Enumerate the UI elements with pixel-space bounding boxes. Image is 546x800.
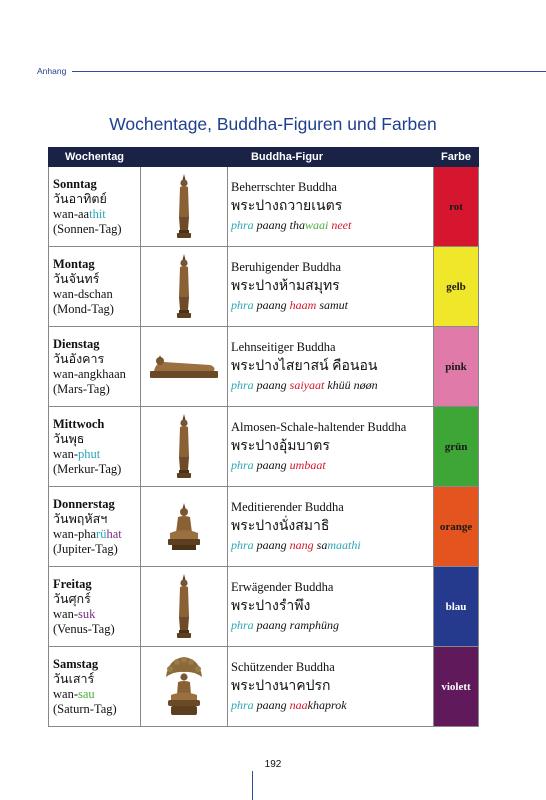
text-segment: paang xyxy=(253,458,290,472)
table-row xyxy=(49,247,479,327)
column-header-color: Farbe xyxy=(434,148,479,167)
table-row xyxy=(49,487,479,567)
figure-image-cell xyxy=(141,167,228,247)
text-segment: phra xyxy=(231,218,254,232)
table-row xyxy=(49,407,479,487)
weekday-cell xyxy=(49,647,141,727)
figure-thai: พระปางห้ามสมุทร xyxy=(231,279,340,294)
text-segment: khaprok xyxy=(307,698,347,712)
weekday-thai: วันอังคาร xyxy=(53,351,105,366)
seated-buddha-icon xyxy=(164,517,204,534)
weekday-cell xyxy=(49,407,141,487)
table-row xyxy=(49,567,479,647)
weekday-cell xyxy=(49,567,141,647)
color-label: gelb xyxy=(446,280,466,293)
text-segment: paang ramphüng xyxy=(253,618,340,632)
weekday-cell xyxy=(49,167,141,247)
weekday-german: Samstag xyxy=(53,656,99,671)
figure-german: Beherrschter Buddha xyxy=(231,180,337,194)
text-segment: paang xyxy=(253,298,290,312)
weekday-meaning: (Sonnen-Tag) xyxy=(53,221,122,236)
color-cell xyxy=(434,327,479,407)
text-segment: phra xyxy=(231,458,254,472)
figure-transliteration xyxy=(231,696,433,715)
text-segment: samut xyxy=(316,298,349,312)
figure-image-cell xyxy=(141,247,228,327)
page-title: Wochentage, Buddha-Figuren und Farben xyxy=(109,114,437,134)
text-segment: hat xyxy=(106,526,122,541)
figure-transliteration xyxy=(231,536,433,555)
standing-buddha-icon xyxy=(172,197,196,214)
weekday-cell xyxy=(49,487,141,567)
color-label: blau xyxy=(445,600,467,613)
text-segment: phra xyxy=(231,378,254,392)
weekday-transliteration xyxy=(53,447,140,462)
table-row xyxy=(49,647,479,727)
figure-transliteration xyxy=(231,616,433,635)
figure-text-cell xyxy=(228,487,434,567)
weekday-transliteration xyxy=(53,207,140,222)
text-segment: saiyaat xyxy=(289,378,325,392)
weekday-thai: วันเสาร์ xyxy=(53,671,95,686)
header-rule xyxy=(72,71,546,72)
text-segment: paang xyxy=(253,538,290,552)
text-segment: waai xyxy=(305,218,329,232)
text-segment: rü xyxy=(96,526,107,541)
figure-image-cell xyxy=(141,327,228,407)
figure-text-cell xyxy=(228,167,434,247)
weekday-german: Dienstag xyxy=(53,336,100,351)
standing-buddha-icon xyxy=(172,277,196,294)
weekday-meaning: (Venus-Tag) xyxy=(53,621,115,636)
text-segment: wan- xyxy=(53,606,78,621)
weekday-german: Freitag xyxy=(53,576,92,591)
weekday-meaning: (Mond-Tag) xyxy=(53,301,114,316)
page-number-rule xyxy=(252,771,253,800)
figure-thai: พระปางรำพึง xyxy=(231,599,311,614)
figure-thai: พระปางถวายเนตร xyxy=(231,199,343,214)
weekday-thai: วันศุกร์ xyxy=(53,591,91,606)
text-segment: paang xyxy=(253,378,290,392)
color-cell xyxy=(434,647,479,727)
reclining-buddha-icon xyxy=(148,357,220,374)
column-header-figure: Buddha-Figur xyxy=(141,148,434,167)
text-segment: phra xyxy=(231,618,254,632)
text-segment: wan-dschan xyxy=(53,286,113,301)
figure-image-cell xyxy=(141,487,228,567)
weekday-meaning: (Saturn-Tag) xyxy=(53,701,117,716)
text-segment: maathi xyxy=(327,538,361,552)
text-segment: wan-pha xyxy=(53,526,97,541)
color-label: orange xyxy=(439,520,473,533)
figure-text-cell xyxy=(228,247,434,327)
text-segment: thit xyxy=(89,206,106,221)
column-header-weekday: Wochentag xyxy=(49,148,141,167)
text-segment: paang tha xyxy=(253,218,306,232)
weekday-cell xyxy=(49,327,141,407)
color-cell xyxy=(434,567,479,647)
color-label: pink xyxy=(445,360,467,373)
figure-transliteration xyxy=(231,296,433,315)
figure-transliteration xyxy=(231,456,433,475)
text-segment: wan- xyxy=(53,446,78,461)
color-cell xyxy=(434,247,479,327)
figure-german: Lehnseitiger Buddha xyxy=(231,340,336,354)
weekday-transliteration xyxy=(53,687,140,702)
figure-thai: พระปางไสยาสน์ คือนอน xyxy=(231,359,378,374)
color-cell xyxy=(434,407,479,487)
weekday-transliteration xyxy=(53,367,140,382)
figure-german: Erwägender Buddha xyxy=(231,580,334,594)
text-segment: sa xyxy=(313,538,328,552)
figure-image-cell xyxy=(141,407,228,487)
figure-german: Beruhigender Buddha xyxy=(231,260,342,274)
text-segment: naa xyxy=(289,698,308,712)
figure-thai: พระปางนั่งสมาธิ xyxy=(231,519,330,534)
figure-german: Meditierender Buddha xyxy=(231,500,344,514)
weekday-transliteration xyxy=(53,527,140,542)
weekday-meaning: (Merkur-Tag) xyxy=(53,461,122,476)
text-segment: wan- xyxy=(53,686,78,701)
table-row xyxy=(49,167,479,247)
text-segment: neet xyxy=(331,218,352,232)
weekday-german: Montag xyxy=(53,256,95,271)
text-segment: khüü nøøn xyxy=(324,378,378,392)
text-segment: umbaat xyxy=(289,458,326,472)
weekday-thai: วันอาทิตย์ xyxy=(53,191,107,206)
figure-german: Schützender Buddha xyxy=(231,660,335,674)
weekday-thai: วันจันทร์ xyxy=(53,271,100,286)
text-segment: phut xyxy=(78,446,101,461)
text-segment: phra xyxy=(231,298,254,312)
weekday-transliteration xyxy=(53,607,140,622)
text-segment: phra xyxy=(231,538,254,552)
text-segment: phra xyxy=(231,698,254,712)
text-segment: sau xyxy=(78,686,95,701)
weekday-meaning: (Jupiter-Tag) xyxy=(53,541,118,556)
figure-transliteration xyxy=(231,376,433,395)
weekday-meaning: (Mars-Tag) xyxy=(53,381,110,396)
text-segment: haam xyxy=(289,298,317,312)
figure-text-cell xyxy=(228,647,434,727)
table-header-row xyxy=(49,148,479,167)
weekday-cell xyxy=(49,247,141,327)
figure-transliteration xyxy=(231,216,433,235)
figure-text-cell xyxy=(228,327,434,407)
color-label: violett xyxy=(441,680,471,693)
color-label: grün xyxy=(444,440,468,453)
color-cell xyxy=(434,167,479,247)
table-row xyxy=(49,327,479,407)
figure-text-cell xyxy=(228,567,434,647)
weekday-thai: วันพฤหัสฯ xyxy=(53,511,108,526)
figure-image-cell xyxy=(141,567,228,647)
weekday-german: Donnerstag xyxy=(53,496,115,511)
figure-thai: พระปางนาคปรก xyxy=(231,679,331,694)
figure-german: Almosen-Schale-haltender Buddha xyxy=(231,420,407,434)
page-number: 192 xyxy=(264,759,282,770)
weekday-german: Sonntag xyxy=(53,176,97,191)
text-segment: wan-angkhaan xyxy=(53,366,126,381)
text-segment: wan-aa xyxy=(53,206,90,221)
standing-buddha-icon xyxy=(172,597,196,614)
naga-buddha-icon xyxy=(162,677,206,694)
weekday-table xyxy=(48,147,479,727)
weekday-german: Mittwoch xyxy=(53,416,105,431)
figure-image-cell xyxy=(141,647,228,727)
figure-text-cell xyxy=(228,407,434,487)
color-cell xyxy=(434,487,479,567)
color-label: rot xyxy=(449,200,463,213)
text-segment: paang xyxy=(253,698,290,712)
text-segment: suk xyxy=(78,606,96,621)
standing-buddha-icon xyxy=(172,437,196,454)
weekday-transliteration xyxy=(53,287,140,302)
text-segment: nang xyxy=(289,538,314,552)
section-label: Anhang xyxy=(37,66,67,76)
weekday-thai: วันพุธ xyxy=(53,431,85,446)
figure-thai: พระปางอุ้มบาตร xyxy=(231,439,330,454)
